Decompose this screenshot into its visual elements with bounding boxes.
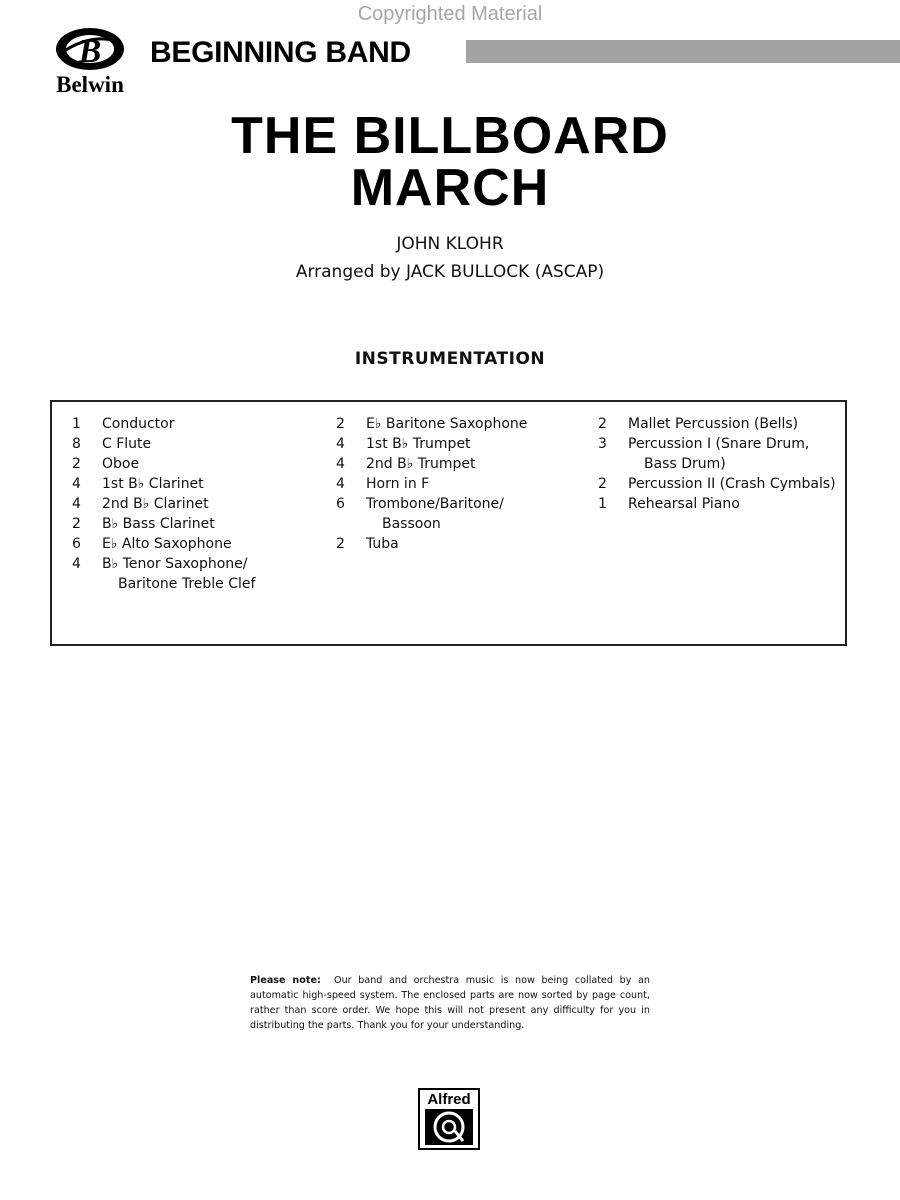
instrument-row [72,474,255,494]
instrument-row-continuation [598,454,836,474]
instrument-name: Rehearsal Piano [628,496,740,512]
copyright-watermark: Copyrighted Material [357,3,543,25]
instrument-row [336,434,527,454]
instrument-row [336,494,527,514]
instrument-row [598,494,836,514]
instrument-row [336,414,527,434]
instrument-name: Percussion I (Snare Drum, [628,436,810,452]
instrument-quantity: 4 [72,496,81,512]
instrument-name: 1st B♭ Trumpet [366,436,471,452]
belwin-b-emblem-icon [54,26,126,72]
series-label: BEGINNING BAND [150,36,411,69]
title-line-1: THE BILLBOARD [231,107,669,165]
instrument-quantity: 2 [336,536,345,552]
instrument-quantity: 1 [598,496,607,512]
instrument-quantity: 6 [72,536,81,552]
instrument-name: Oboe [102,456,140,472]
instrument-name: 2nd B♭ Trumpet [366,456,476,472]
composer-credit: JOHN KLOHR [396,234,504,254]
instrument-row-continuation [72,574,255,594]
instrument-row [598,474,836,494]
quantity-spacer [72,574,102,594]
instrument-quantity: 2 [72,456,81,472]
instrument-name: E♭ Alto Saxophone [102,536,232,552]
instrument-name: Horn in F [366,476,430,492]
belwin-wordmark: Belwin [56,72,124,97]
arranger-credit: Arranged by JACK BULLOCK (ASCAP) [295,262,605,282]
instrument-name: 1st B♭ Clarinet [102,476,204,492]
quantity-spacer [598,454,628,474]
instrument-name: E♭ Baritone Saxophone [366,416,528,432]
alfred-emblem-icon [425,1109,473,1145]
instrumentation-heading: INSTRUMENTATION [354,349,546,369]
instrument-quantity: 4 [72,476,81,492]
instrument-name-continuation: Bassoon [382,516,441,532]
series-header-bar [466,40,900,63]
instrument-row [72,534,255,554]
instrument-row [72,414,255,434]
instrument-name: 2nd B♭ Clarinet [102,496,209,512]
instrument-row [336,474,527,494]
note-text: Our band and orchestra music is now being collated by an automatic high-speed system. The enclosed parts are now sorted by page count, rather than score order. We hope this will not present any difficulty for you in distributing the parts. Thank you for your understanding. [250,975,650,1031]
instrument-name: Conductor [102,416,175,432]
instrument-quantity: 4 [336,456,345,472]
svg-text:B: B [78,33,102,70]
piece-title [0,107,900,217]
instrumentation-column-3 [598,414,836,514]
instrument-name: B♭ Tenor Saxophone/ [102,556,248,572]
instrument-quantity: 8 [72,436,81,452]
instrument-quantity: 4 [72,556,81,572]
belwin-logo [34,26,146,98]
instrument-quantity: 1 [72,416,81,432]
instrument-name: Mallet Percussion (Bells) [628,416,799,432]
title-line-2: MARCH [350,159,550,217]
instrumentation-column-2 [336,414,527,554]
instrument-name: Trombone/Baritone/ [366,496,504,512]
instrument-row [72,454,255,474]
instrument-quantity: 2 [598,476,607,492]
instrument-row-continuation [336,514,527,534]
instrument-quantity: 2 [72,516,81,532]
instrument-row [72,434,255,454]
instrument-quantity: 6 [336,496,345,512]
alfred-logo [418,1088,480,1150]
instrument-row [336,454,527,474]
instrument-row [336,534,527,554]
instrumentation-column-1 [72,414,255,594]
instrumentation-box [50,400,847,646]
instrument-quantity: 4 [336,436,345,452]
alfred-wordmark: Alfred [427,1091,471,1108]
collation-note [250,973,650,1033]
instrument-quantity: 4 [336,476,345,492]
note-label: Please note: [250,975,321,986]
instrument-name-continuation: Bass Drum) [644,456,726,472]
instrument-name: Tuba [366,536,399,552]
instrument-quantity: 3 [598,436,607,452]
instrument-name: B♭ Bass Clarinet [102,516,215,532]
instrument-row [72,554,255,574]
instrument-row [72,494,255,514]
quantity-spacer [336,514,366,534]
instrument-name-continuation: Baritone Treble Clef [118,576,256,592]
instrument-row [72,514,255,534]
instrument-name: Percussion II (Crash Cymbals) [628,476,836,492]
instrument-quantity: 2 [336,416,345,432]
instrument-name: C Flute [102,436,152,452]
instrument-row [598,414,836,434]
instrument-quantity: 2 [598,416,607,432]
instrument-row [598,434,836,454]
